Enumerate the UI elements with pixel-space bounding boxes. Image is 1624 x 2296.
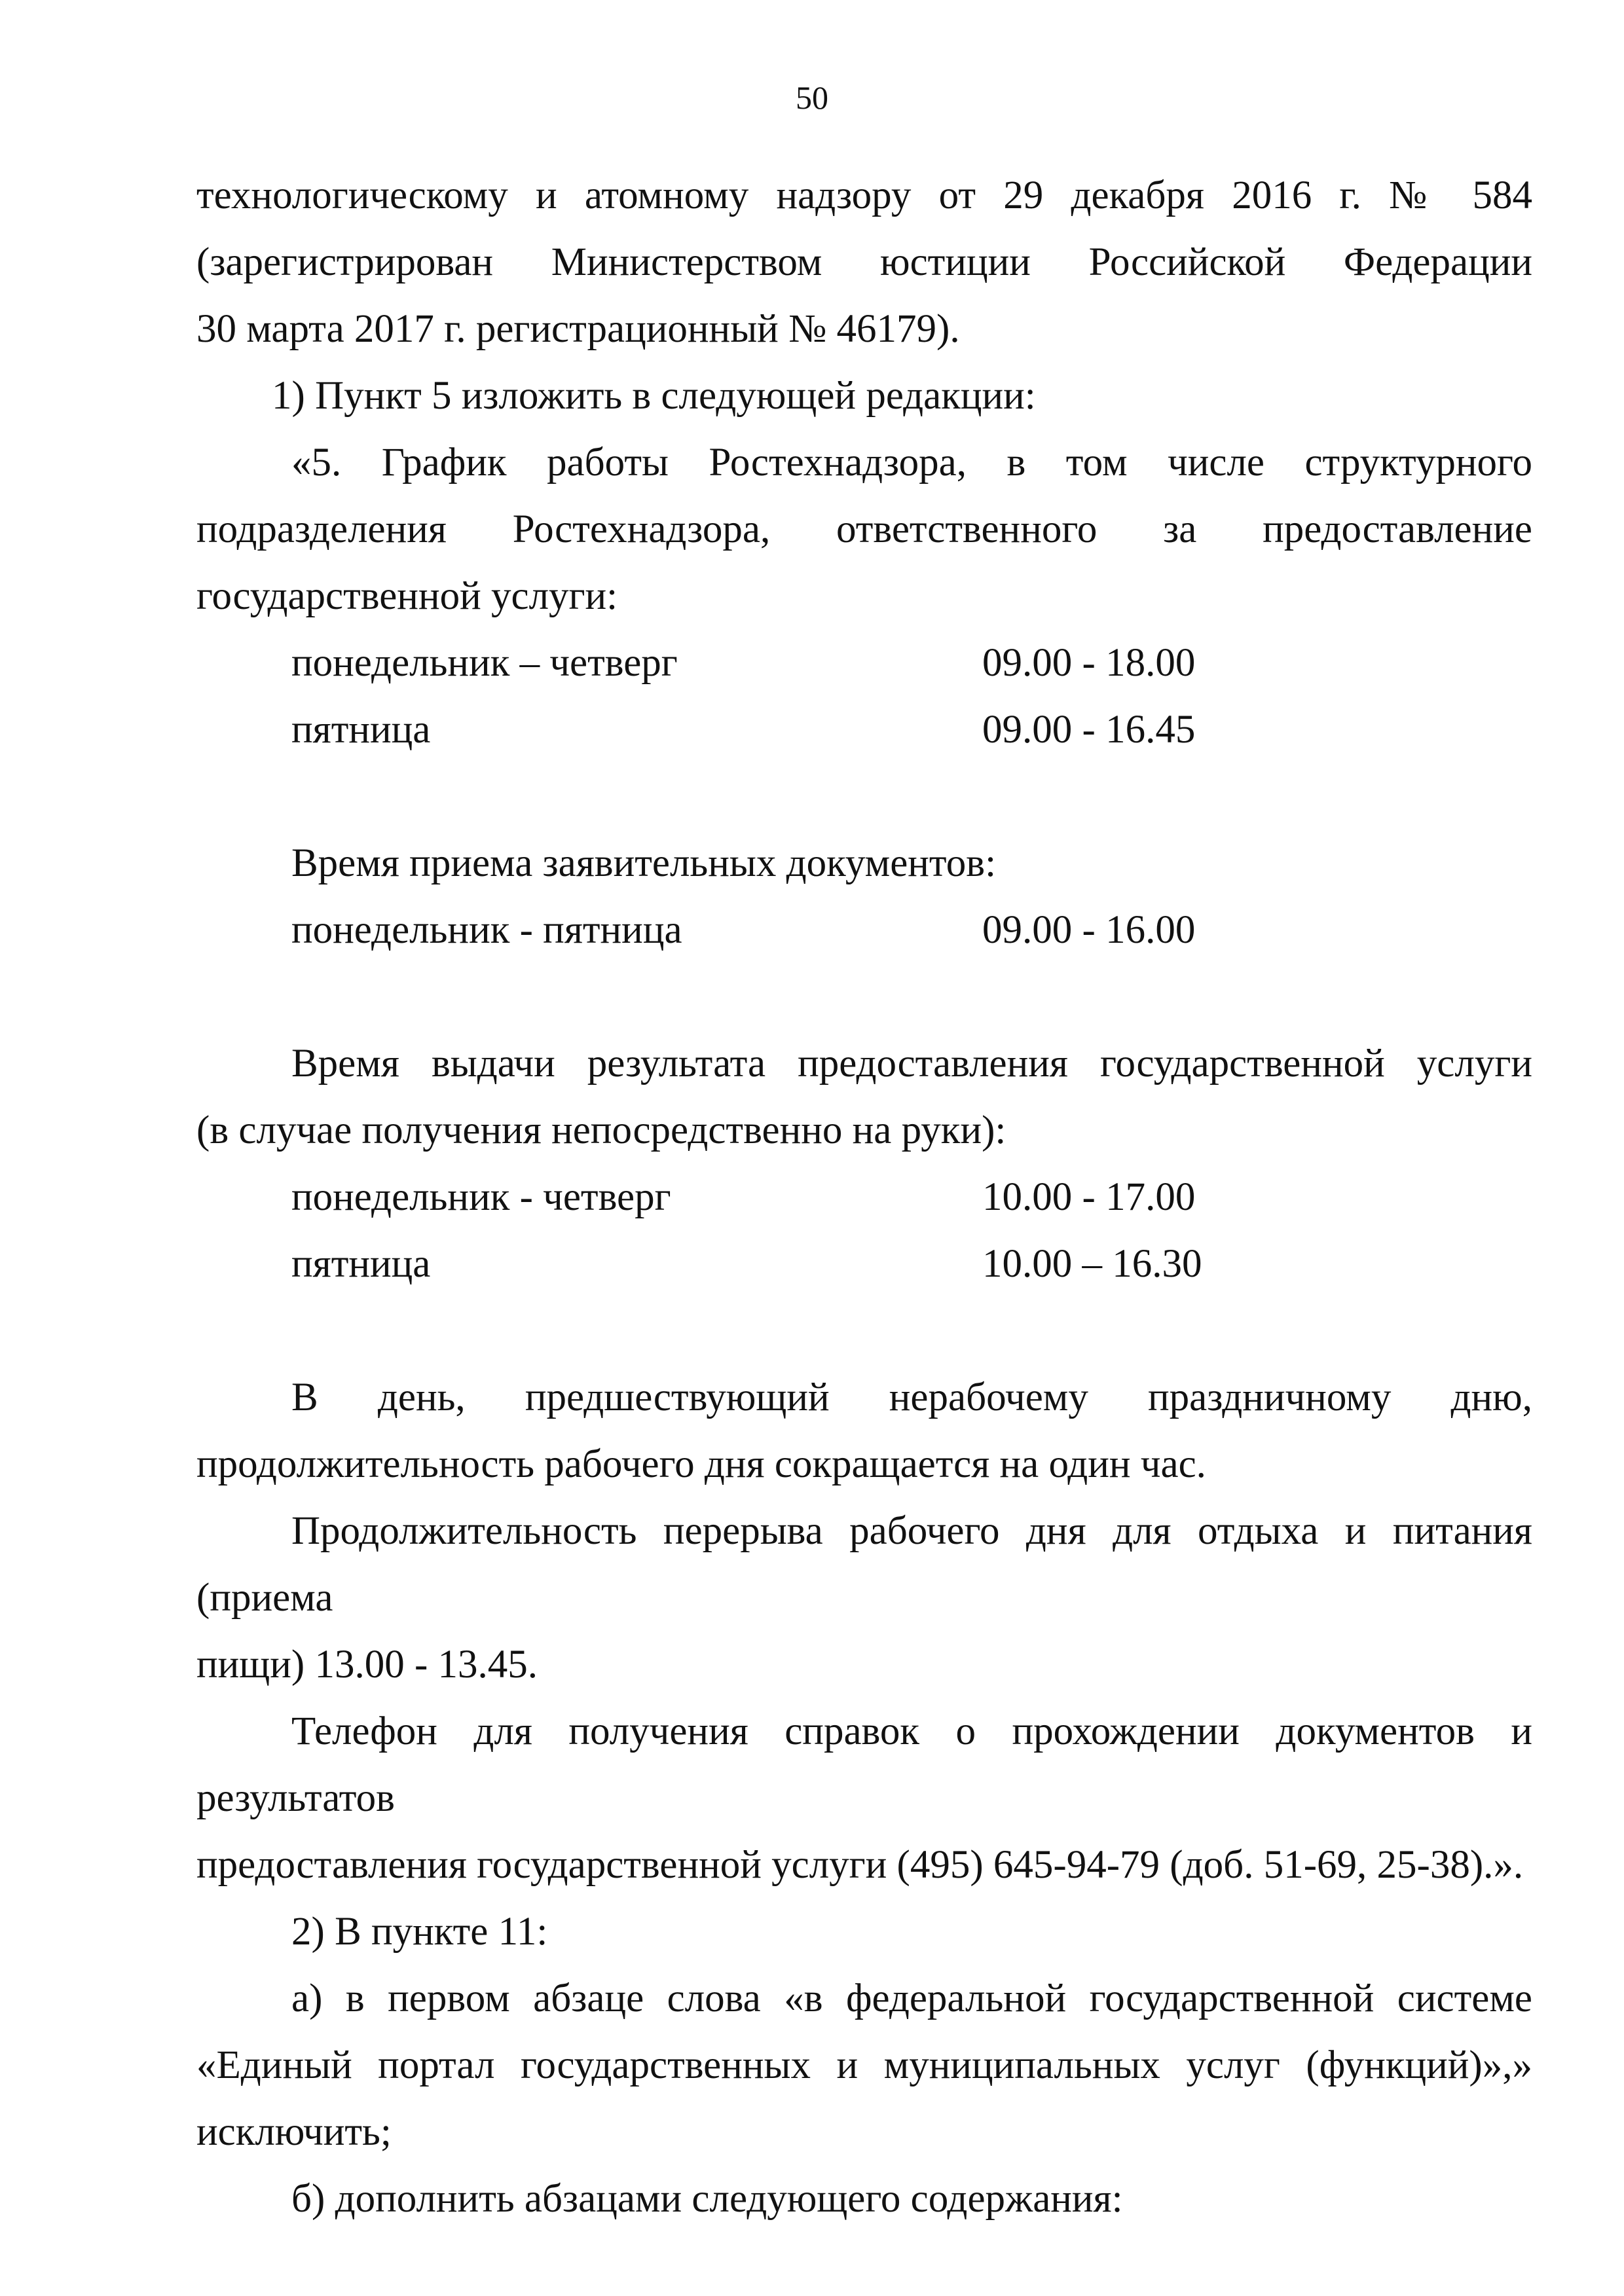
work-schedule-row xyxy=(291,697,1532,763)
item2-heading: 2) В пункте 11: xyxy=(291,1910,548,1954)
phone-para-line-2: предоставления государственной услуги (495) 645-94-79 (доб. 51-69, 25-38).». xyxy=(196,1843,1524,1887)
schedule-days: понедельник - четверг xyxy=(291,1175,671,1219)
phone-para-line-1: Телефон для получения справок о прохождении документов и результатов xyxy=(196,1709,1532,1820)
spacer xyxy=(196,763,1532,830)
intro-line-1: технологическому и атомному надзору от 29 декабря 2016 г. № 584 xyxy=(196,173,1532,217)
item1-para-line-2: подразделения Ростехнадзора, ответственного за предоставление xyxy=(196,507,1532,551)
schedule-hours: 09.00 - 16.45 xyxy=(982,708,1196,752)
intro-line-2: (зарегистрирован Министерством юстиции Российской Федерации xyxy=(196,240,1532,284)
schedule-days: пятница xyxy=(291,708,431,752)
item1-para-line-1: «5. График работы Ростехнадзора, в том числе структурного xyxy=(291,441,1532,484)
item2a-line-1: а) в первом абзаце слова «в федеральной государственной системе xyxy=(291,1977,1532,2020)
spacer xyxy=(196,1298,1532,1364)
schedule-hours: 10.00 - 17.00 xyxy=(982,1175,1196,1219)
schedule-hours: 09.00 - 18.00 xyxy=(982,641,1196,685)
page-number: 50 xyxy=(796,79,828,116)
schedule-days: понедельник – четверг xyxy=(291,641,678,685)
intro-line-3: 30 марта 2017 г. регистрационный № 46179). xyxy=(196,307,960,351)
reception-title: Время приема заявительных документов: xyxy=(291,841,997,885)
issue-para-line-1: Время выдачи результата предоставления государственной услуги xyxy=(291,1042,1532,1085)
document-body xyxy=(196,162,1532,2232)
issue-schedule-row xyxy=(291,1164,1532,1231)
holiday-para-line-2: продолжительность рабочего дня сокращается на один час. xyxy=(196,1442,1206,1486)
item2a-line-3: исключить; xyxy=(196,2110,392,2154)
issue-para-line-2: (в случае получения непосредственно на руки): xyxy=(196,1108,1006,1152)
spacer xyxy=(196,964,1532,1030)
reception-schedule-row xyxy=(291,897,1532,964)
item1-para-line-3: государственной услуги: xyxy=(196,574,618,618)
work-schedule-row xyxy=(291,630,1532,697)
item2a-line-2: «Единый портал государственных и муниципальных услуг (функций)»,» xyxy=(196,2043,1532,2087)
schedule-hours: 09.00 - 16.00 xyxy=(982,908,1196,952)
break-para-line-2: пищи) 13.00 - 13.45. xyxy=(196,1643,538,1686)
break-para-line-1: Продолжительность перерыва рабочего дня для отдыха и питания (приема xyxy=(196,1509,1532,1620)
schedule-days: понедельник - пятница xyxy=(291,908,682,952)
item2b-line: б) дополнить абзацами следующего содержания: xyxy=(291,2177,1123,2221)
item1-heading: 1) Пункт 5 изложить в следующей редакции: xyxy=(272,374,1036,418)
schedule-days: пятница xyxy=(291,1242,431,1286)
issue-schedule-row xyxy=(291,1231,1532,1298)
schedule-hours: 10.00 – 16.30 xyxy=(982,1242,1202,1286)
holiday-para-line-1: В день, предшествующий нерабочему праздничному дню, xyxy=(291,1376,1532,1419)
